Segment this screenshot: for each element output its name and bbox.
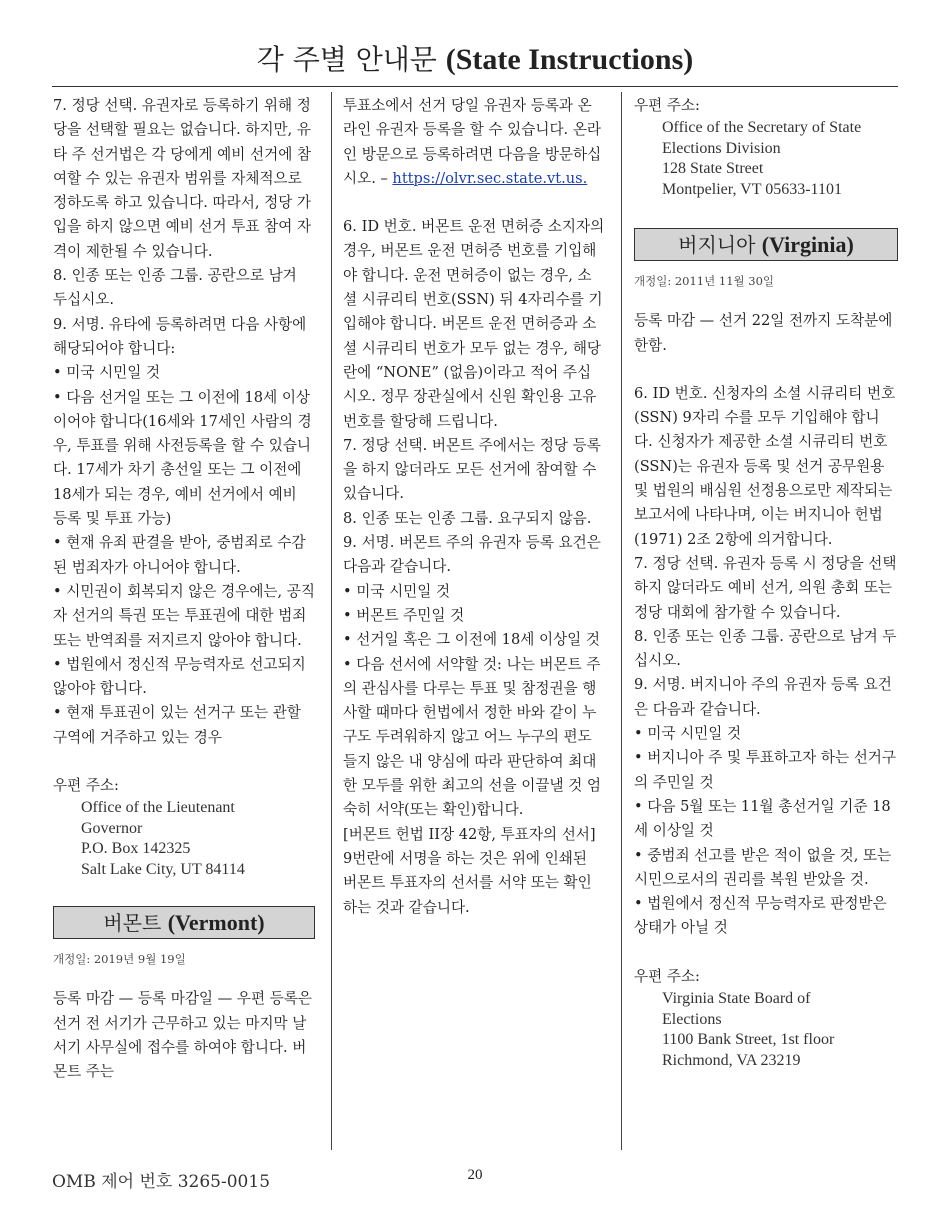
utah-bullet: • 다음 선거일 또는 그 이전에 18세 이상이어야 합니다(16세와 17세인 사람의 경우, 투표를 위해 사전등록을 할 수 있습니다. 17세가 차기 총선일 또는 그 이전에 18세가 되는 경우, 예비 선거에서 예비 등록 및 투표 가능): [53, 388, 312, 528]
virginia-para: 8. 인종 또는 인종 그룹. 공란으로 남겨 두십시오.: [634, 627, 897, 670]
page-title-korean: 각 주별 안내문: [256, 43, 437, 76]
omb-control-number: OMB 제어 번호 3265-0015: [52, 1172, 271, 1192]
vermont-bullet: • 버몬트 주민일 것: [343, 606, 465, 624]
column-1: [53, 94, 315, 1085]
column-divider-2: [621, 92, 622, 1150]
address-line: Governor: [81, 819, 143, 837]
vermont-mailing-address: [634, 118, 898, 200]
virginia-para: 7. 정당 선택. 유권자 등록 시 정당을 선택하지 않더라도 예비 선거, 의원 총회 또는 정당 대회에 참가할 수 있습니다.: [634, 554, 897, 621]
utah-mailing-label: 우편 주소:: [53, 777, 119, 795]
utah-bullet: • 현재 유죄 판결을 받아, 중범죄로 수감된 범죄자가 아니어야 합니다.: [53, 534, 306, 576]
virginia-bullet: • 법원에서 정신적 무능력자로 판정받은 상태가 아닐 것: [634, 895, 887, 937]
virginia-header-english: (Virginia): [761, 232, 854, 258]
address-line: 1100 Bank Street, 1st floor: [662, 1031, 835, 1049]
column-2: [343, 94, 605, 920]
vermont-bullet: • 다음 선서에 서약할 것: 나는 버몬트 주의 관심사를 다루는 투표 및 참정권을 행사할 때마다 헌법에서 정한 바와 같이 누구도 두려워하지 않고 어느 누구의 편도 들지 않은 내 양심에 따라 판단하여 최대한 모두를 위한 최고의 선을 이끌낼 것 엄숙히 서약(또는 확인)합니다.: [343, 655, 602, 819]
utah-para: 8. 인종 또는 인종 그룹. 공란으로 남겨 두십시오.: [53, 267, 297, 309]
page-title: [0, 40, 950, 80]
virginia-para: 6. ID 번호. 신청자의 소셜 시큐리티 번호(SSN) 9자리 수를 모두 기입해야 합니다. 신청자가 제공한 소셜 시큐리티 번호(SSN)는 유권자 등록 및 선거 공무원용 및 법원의 배심원 선정용으로만 제작되는 보고서에 나타나며, 이는 버지니아 헌법 (1971) 2조 2항에 의거합니다.: [634, 384, 896, 548]
utah-para: 9. 서명. 유타에 등록하려면 다음 사항에 해당되어야 합니다:: [53, 315, 307, 357]
address-line: Montpelier, VT 05633-1101: [662, 180, 842, 198]
column-3: [634, 94, 898, 1071]
virginia-mailing-label: 우편 주소:: [634, 967, 700, 985]
address-line: P.O. Box 142325: [81, 840, 191, 858]
utah-mailing-address: [53, 798, 315, 880]
utah-continued-section: [53, 94, 315, 750]
utah-para: 7. 정당 선택. 유권자로 등록하기 위해 정당을 선택할 필요는 없습니다. 하지만, 유타 주 선거법은 각 당에게 예비 선거에 참여할 수 있는 유권자 범위를 자체적으로 정하도록 하고 있습니다. 따라서, 정당 가입을 하지 않으면 예비 선거 투표 참여 자격이 제한될 수 있습니다.: [53, 97, 312, 260]
virginia-mailing-address: [634, 989, 898, 1071]
virginia-header-korean: 버지니아: [678, 233, 756, 258]
virginia-bullet: • 중범죄 선고를 받은 적이 없을 것, 또는 시민으로서의 권리를 복원 받았을 것.: [634, 846, 892, 888]
vermont-deadline-text: 투표소에서 선거 당일 유권자 등록과 온라인 유권자 등록을 할 수 있습니다. 온라인 방문으로 등록하려면 다음을 방문하십시오. –: [343, 97, 602, 187]
page-title-english: (State Instructions): [445, 43, 694, 76]
address-line: Virginia State Board of: [662, 990, 811, 1008]
vermont-para: 9. 서명. 버몬트 주의 유권자 등록 요건은 다음과 같습니다.: [343, 534, 601, 576]
utah-bullet: • 시민권이 회복되지 않은 경우에는, 공직자 선거의 특권 또는 투표권에 대한 범죄 또는 반역죄를 저지르지 않아야 합니다.: [53, 582, 316, 649]
page-number: 20: [467, 1167, 483, 1183]
vermont-para: 7. 정당 선택. 버몬트 주에서는 정당 등록을 하지 않더라도 모든 선거에 참여할 수 있습니다.: [343, 436, 601, 503]
address-line: Salt Lake City, UT 84114: [81, 860, 245, 878]
address-line: Office of the Lieutenant: [81, 799, 235, 817]
title-divider: [52, 86, 898, 87]
utah-bullet: • 현재 투표권이 있는 선거구 또는 관할 구역에 거주하고 있는 경우: [53, 704, 301, 746]
vermont-para: 9번란에 서명을 하는 것은 위에 인쇄된 버몬트 투표자의 선서를 서약 또는 확인하는 것과 같습니다.: [343, 849, 592, 916]
virginia-deadline: 등록 마감 — 선거 22일 전까지 도착분에 한함.: [634, 312, 893, 354]
address-line: 128 State Street: [662, 160, 764, 178]
vermont-para: 8. 인종 또는 인종 그룹. 요구되지 않음.: [343, 509, 592, 527]
virginia-revised-date: 개정일: 2011년 11월 30일: [634, 274, 775, 289]
utah-bullet: • 미국 시민일 것: [53, 364, 161, 382]
vermont-revised-date: 개정일: 2019년 9월 19일: [53, 952, 186, 967]
address-line: Richmond, VA 23219: [662, 1051, 801, 1069]
utah-bullet: • 법원에서 정신적 무능력자로 선고되지 않아야 합니다.: [53, 655, 306, 698]
vermont-header-korean: 버몬트: [103, 911, 162, 936]
vermont-deadline-part1: 등록 마감 — 등록 마감일 — 우편 등록은 선거 전 서기가 근무하고 있는 마지막 날 서기 사무실에 접수를 하여야 합니다. 버몬트 주는: [53, 990, 313, 1081]
vermont-header-english: (Vermont): [167, 910, 265, 936]
address-line: Elections: [662, 1010, 722, 1028]
vermont-bullet: • 선거일 혹은 그 이전에 18세 이상일 것: [343, 631, 601, 649]
vermont-bullet: • 미국 시민일 것: [343, 582, 451, 600]
virginia-para: 9. 서명. 버지니아 주의 유권자 등록 요건은 다음과 같습니다.: [634, 676, 892, 718]
vermont-online-registration-link[interactable]: https://olvr.sec.state.vt.us.: [392, 169, 588, 187]
virginia-bullet: • 버지니아 주 및 투표하고자 하는 선거구의 주민일 것: [634, 749, 897, 791]
vermont-header: [53, 906, 315, 939]
column-divider-1: [331, 92, 332, 1150]
vermont-para: [버몬트 헌법 II장 42항, 투표자의 선서]: [343, 825, 596, 843]
virginia-bullet: • 미국 시민일 것: [634, 725, 742, 743]
vermont-para: 6. ID 번호. 버몬트 운전 면허증 소지자의 경우, 버몬트 운전 면허증 번호를 기입해야 합니다. 운전 면허증이 없는 경우, 소셜 시큐리티 번호(SSN) 뒤 4자리수를 기입해야 합니다. 버몬트 운전 면허증과 소셜 시큐리티 번호가 모두 없는 경우, 해당란에 “NONE” (없음)이라고 적어 주십시오. 정무 장관실에서 신원 확인용 고유 번호를 할당해 드립니다.: [343, 218, 605, 430]
virginia-header: [634, 228, 898, 261]
vermont-mailing-label: 우편 주소:: [634, 97, 700, 114]
address-line: Office of the Secretary of State: [662, 119, 862, 137]
virginia-bullet: • 다음 5월 또는 11월 총선거일 기준 18세 이상일 것: [634, 797, 891, 840]
address-line: Elections Division: [662, 139, 781, 157]
vermont-deadline-part2: [343, 94, 605, 191]
